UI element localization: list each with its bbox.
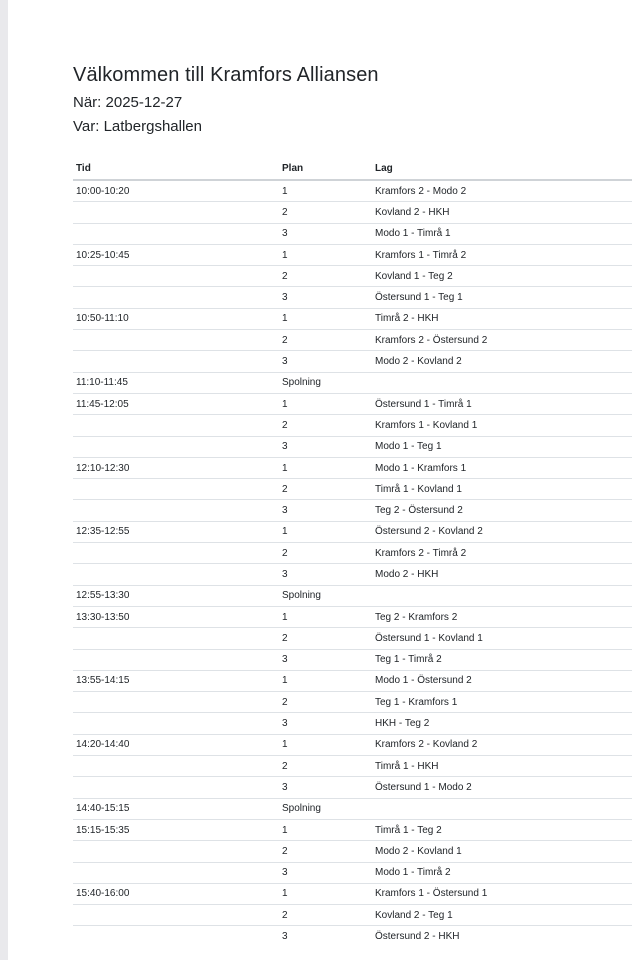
team-cell: Teg 1 - Timrå 2	[372, 649, 632, 670]
table-row	[73, 628, 632, 649]
plan-cell: 2	[279, 628, 372, 649]
table-row	[73, 500, 632, 521]
team-cell: Modo 1 - Kramfors 1	[372, 457, 632, 478]
plan-cell: 1	[279, 244, 372, 265]
team-cell: Kramfors 1 - Östersund 1	[372, 883, 632, 904]
team-cell: Teg 1 - Kramfors 1	[372, 692, 632, 713]
plan-cell: 2	[279, 415, 372, 436]
plan-cell: 2	[279, 692, 372, 713]
time-cell: 10:00-10:20	[76, 185, 130, 197]
team-cell: Kramfors 1 - Kovland 1	[372, 415, 632, 436]
header-row	[73, 158, 632, 180]
team-cell: Östersund 1 - Teg 1	[372, 287, 632, 308]
plan-cell: 3	[279, 223, 372, 244]
time-cell: 14:40-15:15	[73, 798, 279, 819]
table-row	[73, 670, 632, 691]
team-cell: Modo 2 - Kovland 1	[372, 841, 632, 862]
time-cell	[73, 415, 279, 436]
time-cell: 15:40-16:00	[73, 883, 279, 904]
table-row	[73, 266, 632, 287]
time-cell: 15:15-15:35	[73, 819, 279, 840]
table-row	[73, 457, 632, 478]
plan-cell: 3	[279, 564, 372, 585]
plan-cell: 3	[279, 926, 372, 947]
team-cell: Kramfors 1 - Timrå 2	[372, 244, 632, 265]
time-cell: 14:20-14:40	[73, 734, 279, 755]
table-row	[73, 905, 632, 926]
table-row	[73, 585, 632, 606]
page-title: Välkommen till Kramfors Alliansen	[73, 64, 379, 86]
time-cell	[73, 202, 279, 223]
main-content	[73, 62, 632, 947]
table-row	[73, 223, 632, 244]
time-cell	[73, 692, 279, 713]
plan-cell: 2	[279, 266, 372, 287]
plan-cell: 3	[279, 500, 372, 521]
time-cell	[73, 649, 279, 670]
plan-cell: 3	[279, 351, 372, 372]
plan-cell: 1	[279, 670, 372, 691]
table-row	[73, 287, 632, 308]
table-row	[73, 521, 632, 542]
team-cell	[372, 372, 632, 393]
team-cell: Timrå 1 - Kovland 1	[372, 479, 632, 500]
team-cell: Östersund 2 - HKH	[372, 926, 632, 947]
table-row	[73, 606, 632, 627]
time-cell	[73, 436, 279, 457]
table-row	[73, 415, 632, 436]
time-cell	[73, 926, 279, 947]
team-cell: Teg 2 - Östersund 2	[372, 500, 632, 521]
time-cell	[73, 287, 279, 308]
plan-cell: 1	[279, 883, 372, 904]
team-cell	[372, 585, 632, 606]
table-row	[73, 819, 632, 840]
plan-cell: 1	[279, 308, 372, 329]
table-row	[73, 841, 632, 862]
table-row	[73, 372, 632, 393]
team-cell: Östersund 2 - Kovland 2	[372, 521, 632, 542]
time-cell	[73, 564, 279, 585]
team-cell: Teg 2 - Kramfors 2	[372, 606, 632, 627]
team-cell: Östersund 1 - Timrå 1	[372, 393, 632, 414]
time-cell: 12:10-12:30	[73, 457, 279, 478]
time-cell: 13:55-14:15	[73, 670, 279, 691]
plan-cell: 1	[279, 734, 372, 755]
plan-cell: 3	[279, 713, 372, 734]
team-cell: Timrå 1 - HKH	[372, 756, 632, 777]
team-cell: Modo 2 - HKH	[372, 564, 632, 585]
time-cell	[73, 905, 279, 926]
table-row	[73, 308, 632, 329]
time-cell	[73, 500, 279, 521]
event-venue: Var: Latbergshallen	[73, 118, 202, 135]
team-cell	[372, 798, 632, 819]
table-row	[73, 244, 632, 265]
column-header-plan: Plan	[279, 158, 372, 180]
plan-cell: 3	[279, 777, 372, 798]
plan-cell: 3	[279, 436, 372, 457]
table-row	[73, 564, 632, 585]
plan-cell: 2	[279, 905, 372, 926]
plan-cell: 2	[279, 841, 372, 862]
plan-cell: 2	[279, 756, 372, 777]
table-row	[73, 479, 632, 500]
team-cell: HKH - Teg 2	[372, 713, 632, 734]
table-row	[73, 926, 632, 947]
team-cell: Modo 1 - Östersund 2	[372, 670, 632, 691]
table-row	[73, 649, 632, 670]
team-cell: Timrå 2 - HKH	[372, 308, 632, 329]
table-row	[73, 393, 632, 414]
time-cell	[73, 713, 279, 734]
team-cell: Modo 1 - Timrå 1	[372, 223, 632, 244]
time-cell	[73, 777, 279, 798]
column-header-team: Lag	[372, 158, 632, 180]
time-cell: 12:35-12:55	[73, 521, 279, 542]
column-header-time: Tid	[73, 158, 279, 180]
table-row	[73, 543, 632, 564]
plan-cell: 1	[279, 521, 372, 542]
schedule-table-header	[73, 158, 632, 180]
team-cell: Kramfors 2 - Modo 2	[375, 185, 467, 197]
plan-cell: 2	[279, 202, 372, 223]
time-cell: 11:45-12:05	[73, 393, 279, 414]
team-cell: Kramfors 2 - Timrå 2	[372, 543, 632, 564]
table-row	[73, 202, 632, 223]
table-row	[73, 713, 632, 734]
team-cell: Kovland 2 - HKH	[372, 202, 632, 223]
plan-cell: 2	[279, 479, 372, 500]
table-row	[73, 180, 632, 202]
table-row	[73, 862, 632, 883]
table-row	[73, 756, 632, 777]
team-cell: Östersund 1 - Modo 2	[372, 777, 632, 798]
plan-cell: 3	[279, 287, 372, 308]
plan-cell: 2	[279, 543, 372, 564]
team-cell: Timrå 1 - Teg 2	[372, 819, 632, 840]
team-cell: Modo 1 - Teg 1	[372, 436, 632, 457]
time-cell	[73, 841, 279, 862]
time-cell: 12:55-13:30	[73, 585, 279, 606]
time-cell	[73, 351, 279, 372]
table-row	[73, 798, 632, 819]
plan-cell: 3	[279, 862, 372, 883]
time-cell	[73, 330, 279, 351]
table-row	[73, 777, 632, 798]
plan-cell: Spolning	[279, 798, 372, 819]
time-cell	[73, 862, 279, 883]
team-cell: Kovland 1 - Teg 2	[372, 266, 632, 287]
schedule-table	[73, 158, 632, 947]
table-row	[73, 436, 632, 457]
team-cell: Kramfors 2 - Kovland 2	[372, 734, 632, 755]
plan-cell: Spolning	[279, 585, 372, 606]
plan-cell: 1	[279, 819, 372, 840]
plan-cell: 1	[279, 457, 372, 478]
time-cell	[73, 756, 279, 777]
time-cell	[73, 628, 279, 649]
team-cell: Kramfors 2 - Östersund 2	[372, 330, 632, 351]
plan-cell: Spolning	[279, 372, 372, 393]
team-cell: Kovland 2 - Teg 1	[372, 905, 632, 926]
table-row	[73, 734, 632, 755]
time-cell: 10:50-11:10	[73, 308, 279, 329]
time-cell	[73, 223, 279, 244]
team-cell: Modo 1 - Timrå 2	[372, 862, 632, 883]
team-cell: Östersund 1 - Kovland 1	[372, 628, 632, 649]
plan-cell: 1	[279, 393, 372, 414]
time-cell	[73, 479, 279, 500]
table-row	[73, 883, 632, 904]
time-cell	[73, 266, 279, 287]
table-row	[73, 351, 632, 372]
time-cell	[73, 543, 279, 564]
plan-cell: 1	[279, 606, 372, 627]
plan-cell: 3	[279, 649, 372, 670]
schedule-table-body	[73, 180, 632, 947]
table-row	[73, 330, 632, 351]
event-date: När: 2025-12-27	[73, 94, 183, 111]
time-cell: 11:10-11:45	[73, 372, 279, 393]
table-row	[73, 692, 632, 713]
team-cell: Modo 2 - Kovland 2	[372, 351, 632, 372]
page-left-border	[0, 0, 8, 960]
time-cell: 13:30-13:50	[73, 606, 279, 627]
time-cell: 10:25-10:45	[73, 244, 279, 265]
plan-cell: 1	[282, 185, 288, 197]
plan-cell: 2	[279, 330, 372, 351]
